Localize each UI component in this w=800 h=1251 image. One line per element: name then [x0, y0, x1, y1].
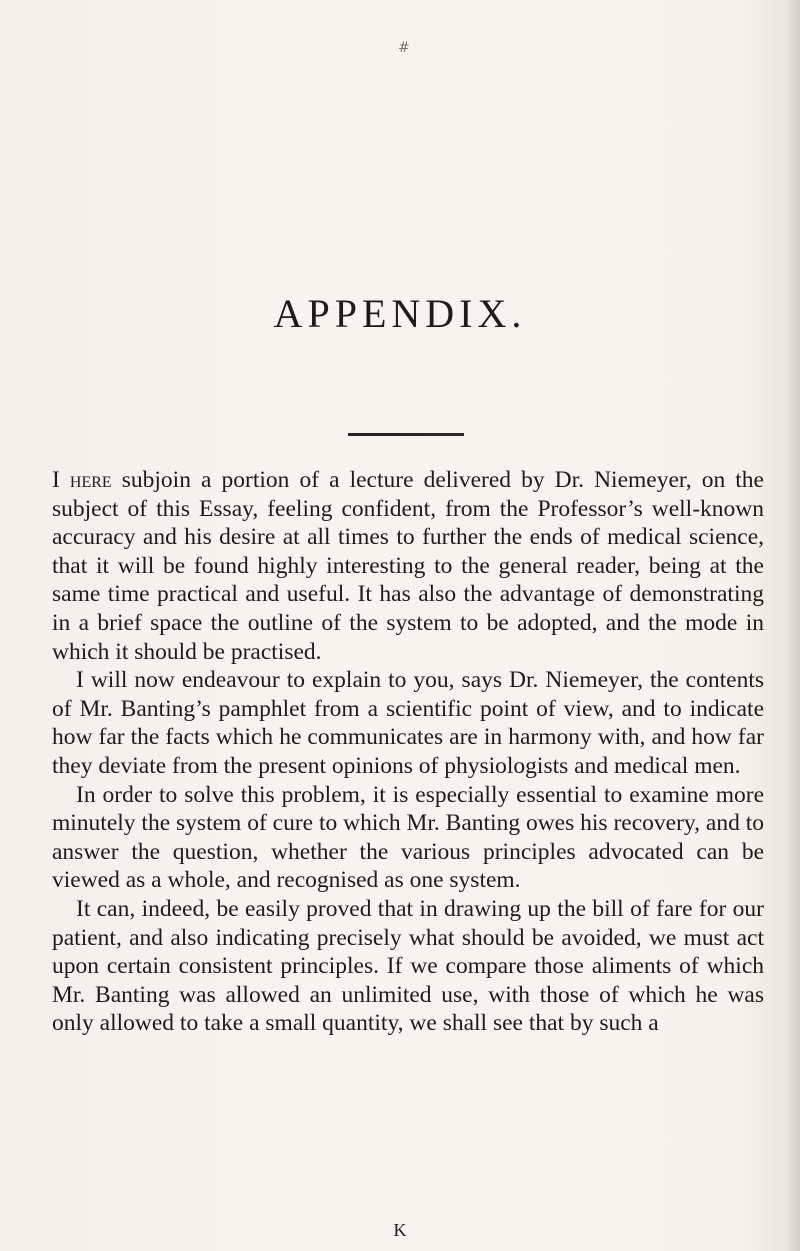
body-text — [52, 466, 764, 1038]
paragraph-4: It can, indeed, be easily proved that in drawing up the bill of fare for our patient, and also indicating precisely what should be avoided, we must act upon certain consistent principles. If we compare those aliments of which Mr. Banting was allowed an unlimited use, with those of which he was only allowed to take a small quantity, we shall see that by such a — [52, 895, 764, 1037]
paragraph-1 — [52, 466, 764, 666]
signature-mark: K — [393, 1220, 407, 1240]
paragraph-2: I will now endeavour to explain to you, says Dr. Niemeyer, the contents of Mr. Banting’s pamphlet from a scientific point of view, and to indicate how far the facts which he communicates are in harmony with, and how far they deviate from the present opinions of physiologists and medical men. — [52, 667, 764, 779]
heading-rule — [348, 433, 464, 436]
paragraph-lead: I here — [52, 467, 112, 493]
page-edge-shadow — [786, 0, 800, 1251]
page-heading: APPENDIX. — [273, 291, 527, 336]
paragraph-3: In order to solve this problem, it is especially essential to examine more minutely the system of cure to which Mr. Banting owes his recovery, and to answer the question, whether the various principles advocated can be viewed as a whole, and recognised as one system. — [52, 781, 764, 894]
paragraph-1-text: subjoin a portion of a lecture delivered by Dr. Niemeyer, on the subject of this Essay, feeling confident, from the Professor’s well-known accuracy and his desire at all times to further the ends of medical science, that it will be found highly interesting to the general reader, being at the same time practical and useful. It has also the advantage of demonstrating in a brief space the outline of the system to be adopted, and the mode in which it should be practised. — [52, 467, 764, 665]
stray-ink-mark: # — [398, 40, 410, 56]
